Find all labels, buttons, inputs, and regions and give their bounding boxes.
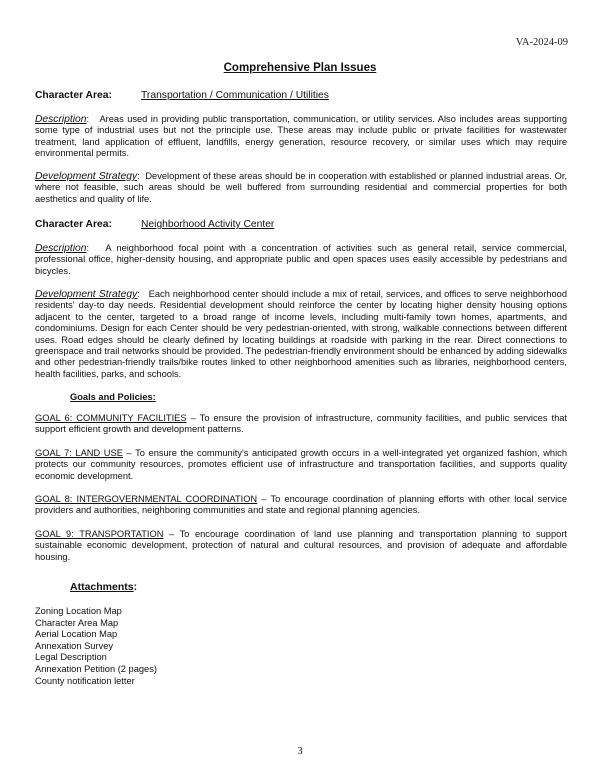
list-item: Character Area Map bbox=[35, 617, 119, 628]
page-title: Comprehensive Plan Issues bbox=[223, 62, 377, 74]
page-number: 3 bbox=[297, 746, 303, 757]
goal-paragraph bbox=[35, 494, 567, 517]
strategy-text: Each neighborhood center should include a mix of retail, services, and offices to serve neighborhood residents' day-to day needs. Residential development should reinforce the center by locating higher density housing options adjacent to the center, targeted to a broad range of income levels, including multi-family town homes, apartments, and condominiums. Design for each Center should be very pedestrian-oriented, with strong, walkable connections between different uses. Road edges should be clearly defined by locating buildings at roadside with parking in the rear. Direct connections to greenspace and trail networks should be provided. The pedestrian-friendly environment should be enhanced by adding sidewalks and other pedestrian-friendly trails/bike routes linked to other neighborhood amenities such as libraries, neighborhood centers, health facilities, parks, and schools. bbox=[35, 289, 567, 379]
attachments-heading: Attachments: bbox=[70, 581, 138, 593]
description-text: Areas used in providing public transportation, communication, or utility services. Also includes areas supporting some type of industrial uses but not the principle use. These areas may include public or private facilities for wastewater treatment, land application of effluent, landfills, energy generation, resource recovery, or similar uses which may require environmental permits. bbox=[35, 114, 567, 159]
list-item: Legal Description bbox=[35, 652, 107, 663]
description-term: Description bbox=[35, 114, 87, 125]
list-item: Zoning Location Map bbox=[35, 606, 122, 616]
goal-name: GOAL 9: TRANSPORTATION bbox=[35, 529, 164, 539]
description-paragraph: Description: Areas used in providing public transportation, communication, or utility services. Also includes areas supporting some type of industrial uses but not the principle use. These areas may include public or private facilities for wastewater treatment, land application of effluent, landfills, energy generation, resource recovery, or similar uses which may require environmental permits. bbox=[35, 114, 567, 159]
character-area-label: Character Area: bbox=[35, 90, 112, 101]
description-term: Description bbox=[35, 243, 87, 254]
goal-paragraph bbox=[35, 448, 567, 482]
strategy-text: Development of these areas should be in cooperation with established or planned industrial areas. Or, where not feasible, such areas should be well buffered from surrounding residential and commercial properties for both aesthetics and quality of life. bbox=[35, 171, 568, 204]
character-area-name: Transportation / Communication / Utilities bbox=[141, 90, 329, 101]
character-area-label: Character Area: bbox=[35, 219, 112, 230]
goal-paragraph bbox=[35, 529, 567, 563]
goal-text: – To ensure the provision of infrastructure, community facilities, and public services that support efficient growth and development patterns. bbox=[35, 413, 568, 435]
list-item: Annexation Petition (2 pages) bbox=[35, 663, 157, 674]
description-text: A neighborhood focal point with a concentration of activities such as general retail, service commercial, professional office, higher-density housing, and appropriate public and open spaces uses easily accessible by pedestrians and bicycles. bbox=[35, 243, 567, 276]
goal-text: – To ensure the community's anticipated growth occurs in a well-integrated yet organized fashion, which protects our community resources, promotes efficient use of infrastructure and transportation facilities, and supports quality economic development. bbox=[35, 448, 567, 481]
strategy-term: Development Strategy bbox=[35, 171, 138, 182]
goal-paragraph bbox=[35, 413, 567, 436]
goal-name: GOAL 6: COMMUNITY FACILITIES bbox=[35, 413, 187, 423]
character-area-heading bbox=[35, 219, 567, 231]
attachments-list bbox=[35, 606, 567, 687]
goal-name: GOAL 7: LAND USE bbox=[35, 448, 123, 458]
list-item: Aerial Location Map bbox=[35, 629, 118, 640]
goals-heading: Goals and Policies: bbox=[70, 392, 156, 402]
strategy-paragraph: Development Strategy: Each neighborhood center should include a mix of retail, services, and offices to serve neighborhood residents' day-to day needs. Residential development should reinforce the center by locating higher density housing options adjacent to the center, targeted to a broad range of income levels, including multi-family town homes, apartments, and condominiums. Design for each Center should be very pedestrian-oriented, with strong, walkable connections between different uses. Road edges should be clearly defined by locating buildings at roadside with parking in the rear. Direct connections to greenspace and trail networks should be provided. The pedestrian-friendly environment should be enhanced by adding sidewalks and other pedestrian-friendly trails/bike routes linked to other neighborhood amenities such as libraries, neighborhood centers, health facilities, parks, and schools. bbox=[35, 289, 567, 379]
character-area-name: Neighborhood Activity Center bbox=[141, 219, 275, 230]
goal-name: GOAL 8: INTERGOVERNMENTAL COORDINATION bbox=[35, 494, 258, 504]
strategy-paragraph: Development Strategy: Development of these areas should be in cooperation with established or planned industrial areas. Or, where not feasible, such areas should be well buffered from surrounding residential and commercial properties for both aesthetics and quality of life. bbox=[35, 171, 568, 204]
goal-text: – To encourage coordination of land use planning and transportation planning to support sustainable economic development, protection of natural and cultural resources, and provision of adequate and affordable housing. bbox=[35, 529, 567, 562]
case-id: VA-2024-09 bbox=[515, 37, 568, 48]
description-paragraph: Description: A neighborhood focal point with a concentration of activities such as general retail, service commercial, professional office, higher-density housing, and appropriate public and open spaces uses easily accessible by pedestrians and bicycles. bbox=[35, 243, 567, 276]
list-item: County notification letter bbox=[35, 675, 135, 686]
strategy-term: Development Strategy bbox=[35, 289, 138, 300]
goal-text: – To encourage coordination of planning efforts with other local service providers and authorities, neighboring communities and state and regional planning agencies. bbox=[35, 494, 567, 516]
character-area-heading bbox=[35, 90, 567, 102]
list-item: Annexation Survey bbox=[35, 640, 114, 651]
